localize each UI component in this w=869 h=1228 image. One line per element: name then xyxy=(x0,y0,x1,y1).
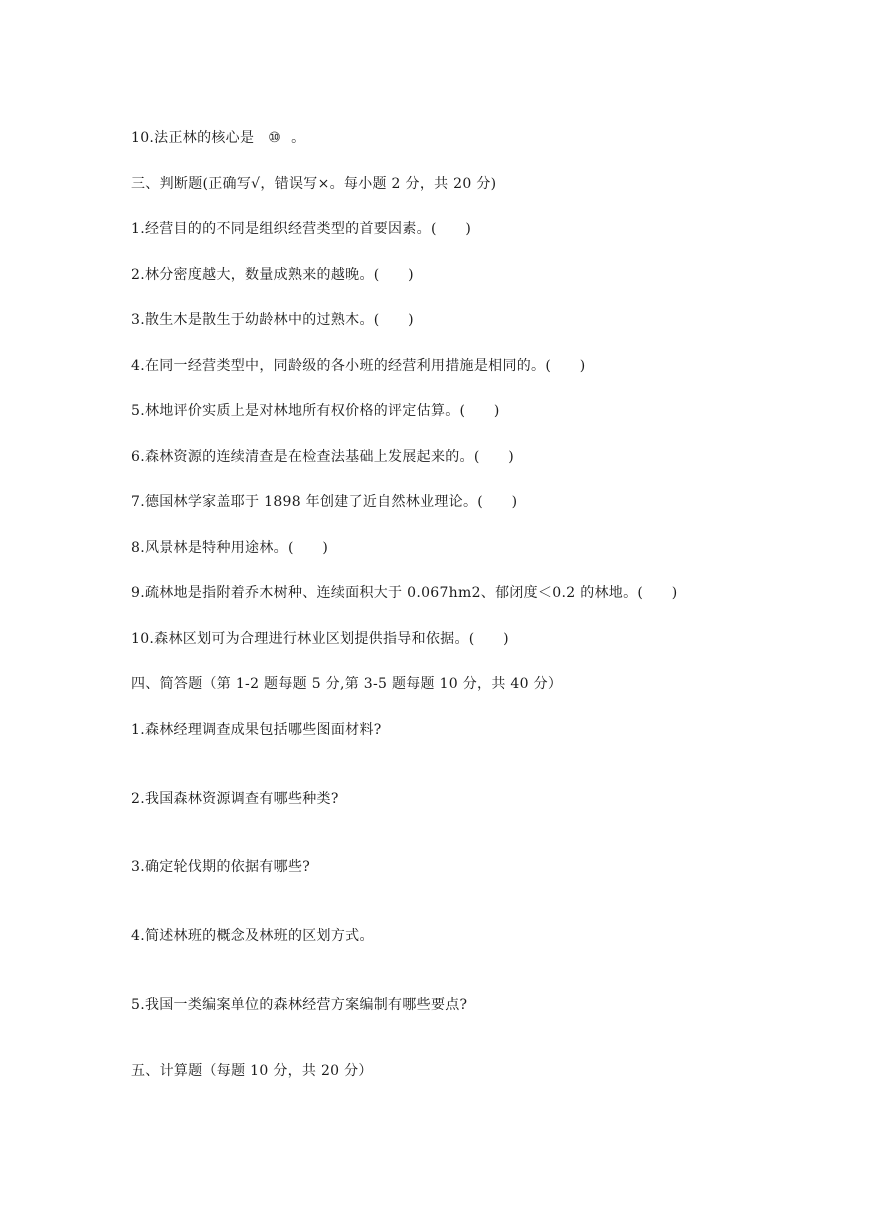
judgement-item: 3.散生木是散生于幼龄林中的过熟木。( ) xyxy=(131,312,414,328)
item-text: 10.法正林的核心是 xyxy=(131,130,255,146)
short-answer-item: 1.森林经理调查成果包括哪些图面材料? xyxy=(131,722,382,738)
short-answer-item: 4.简述林班的概念及林班的区划方式。 xyxy=(131,928,374,944)
judgement-item: 2.林分密度越大，数量成熟来的越晚。( ) xyxy=(131,267,414,283)
judgement-item: 8.风景林是特种用途林。( ) xyxy=(131,540,329,556)
section-heading-short-answer: 四、简答题（第 1-2 题每题 5 分,第 3-5 题每题 10 分，共 40 分） xyxy=(131,676,563,692)
short-answer-item: 3.确定轮伐期的依据有哪些? xyxy=(131,859,311,875)
judgement-item: 1.经营目的的不同是组织经营类型的首要因素。( ) xyxy=(131,221,472,237)
judgement-item: 5.林地评价实质上是对林地所有权价格的评定估算。( ) xyxy=(131,403,500,419)
fill-blank-item-10 xyxy=(131,128,305,148)
judgement-item: 6.森林资源的连续清查是在检查法基础上发展起来的。( ) xyxy=(131,449,514,465)
judgement-item: 7.德国林学家盖耶于 1898 年创建了近自然林业理论。( ) xyxy=(131,494,518,510)
judgement-item: 9.疏林地是指附着乔木树种、连续面积大于 0.067hm2、郁闭度＜0.2 的林地。( ) xyxy=(131,585,678,601)
section-heading-judgement: 三、判断题(正确写√，错误写×。每小题 2 分，共 20 分) xyxy=(131,176,497,192)
section-heading-calculation: 五、计算题（每题 10 分，共 20 分） xyxy=(131,1063,373,1079)
judgement-item: 4.在同一经营类型中，同龄级的各小班的经营利用措施是相同的。( ) xyxy=(131,358,586,374)
short-answer-item: 2.我国森林资源调查有哪些种类? xyxy=(131,791,339,807)
item-suffix: 。 xyxy=(291,130,306,146)
blank-number: ⑩ xyxy=(268,130,282,146)
short-answer-item: 5.我国一类编案单位的森林经营方案编制有哪些要点? xyxy=(131,997,468,1013)
judgement-item: 10.森林区划可为合理进行林业区划提供指导和依据。( ) xyxy=(131,631,509,647)
